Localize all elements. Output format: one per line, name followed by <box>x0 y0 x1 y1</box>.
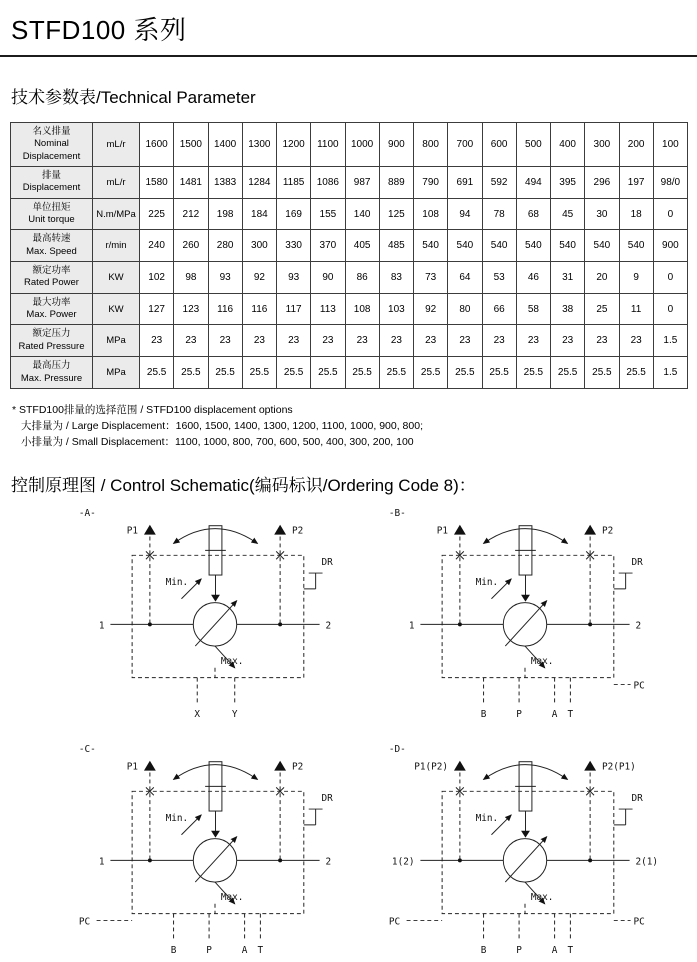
value-cell: 23 <box>585 325 619 357</box>
value-cell: 23 <box>345 325 379 357</box>
value-cell: 25.5 <box>311 357 345 389</box>
value-cell: 25.5 <box>585 357 619 389</box>
port-p1-arrow-icon <box>144 760 156 770</box>
value-cell: 73 <box>414 262 448 294</box>
value-cell: 53 <box>482 262 516 294</box>
value-cell: 1284 <box>242 167 276 199</box>
row-label-cn: 额定功率 <box>32 265 71 277</box>
value-cell: 485 <box>379 230 413 262</box>
value-cell: 900 <box>379 123 413 167</box>
row-unit-cell: mL/r <box>93 167 140 199</box>
bottom-port-label: T <box>257 944 264 956</box>
value-cell: 1100 <box>311 123 345 167</box>
bottom-port-label: P <box>516 708 522 720</box>
value-cell: 123 <box>174 293 208 325</box>
section-heading-schematic: 控制原理图 / Control Schematic(编码标识/Ordering Code 8)： <box>11 475 476 495</box>
section-heading-technical: 技术参数表/Technical Parameter <box>11 88 256 107</box>
value-cell: 1200 <box>277 123 311 167</box>
port-left-label: 1(2) <box>391 855 415 867</box>
row-unit-cell: MPa <box>93 325 140 357</box>
value-cell: 212 <box>174 198 208 230</box>
schematic-a <box>67 504 363 726</box>
value-cell: 494 <box>516 167 550 199</box>
table-row <box>11 293 688 325</box>
port-right-label: 2(1) <box>635 855 659 867</box>
port-left-label: 1 <box>408 619 415 631</box>
value-cell: 25.5 <box>208 357 242 389</box>
schematic-c <box>67 740 363 962</box>
row-label-cell <box>11 230 93 262</box>
max-label: Max. <box>530 891 554 903</box>
value-cell: 23 <box>140 325 174 357</box>
value-cell: 25.5 <box>277 357 311 389</box>
value-cell: 23 <box>516 325 550 357</box>
hydraulic-schematic <box>377 740 673 962</box>
value-cell: 45 <box>551 198 585 230</box>
value-cell: 540 <box>414 230 448 262</box>
row-unit-cell: KW <box>93 293 140 325</box>
row-label-cell <box>11 262 93 294</box>
value-cell: 11 <box>619 293 653 325</box>
value-cell: 370 <box>311 230 345 262</box>
value-cell: 108 <box>345 293 379 325</box>
value-cell: 169 <box>277 198 311 230</box>
value-cell: 197 <box>619 167 653 199</box>
value-cell: 23 <box>379 325 413 357</box>
value-cell: 691 <box>448 167 482 199</box>
value-cell: 1.5 <box>653 357 687 389</box>
value-cell: 58 <box>516 293 550 325</box>
value-cell: 30 <box>585 198 619 230</box>
bottom-port-label: A <box>551 708 558 720</box>
value-cell: 900 <box>653 230 687 262</box>
port-p2-label: P2(P1) <box>601 761 636 773</box>
value-cell: 102 <box>140 262 174 294</box>
value-cell: 23 <box>208 325 242 357</box>
drain-symbol <box>304 809 323 825</box>
junction-dot <box>278 858 282 862</box>
bottom-port-label: B <box>480 708 487 720</box>
row-unit-cell: MPa <box>93 357 140 389</box>
port-p1-arrow-icon <box>454 760 466 770</box>
value-cell: 98/0 <box>653 167 687 199</box>
min-label: Min. <box>165 576 189 588</box>
value-cell: 225 <box>140 198 174 230</box>
max-label: Max. <box>220 891 244 903</box>
drain-symbol <box>614 573 633 589</box>
port-right-label: 2 <box>635 619 642 631</box>
value-cell: 0 <box>653 198 687 230</box>
value-cell: 31 <box>551 262 585 294</box>
row-label-cn: 排量 <box>41 170 61 182</box>
value-cell: 540 <box>551 230 585 262</box>
control-envelope <box>132 791 304 913</box>
bottom-port-label: Y <box>231 708 238 720</box>
value-cell: 125 <box>379 198 413 230</box>
row-unit-cell: N.m/MPa <box>93 198 140 230</box>
notes-block <box>12 402 688 451</box>
value-cell: 405 <box>345 230 379 262</box>
variable-arc-arrow-icon <box>174 528 258 543</box>
hydraulic-schematic <box>377 504 673 726</box>
value-cell: 18 <box>619 198 653 230</box>
value-cell: 184 <box>242 198 276 230</box>
port-p1-arrow-icon <box>144 524 156 534</box>
port-p1-label: P1 <box>436 525 449 537</box>
junction-dot <box>588 622 592 626</box>
row-label-cell <box>11 123 93 167</box>
port-p2-label: P2 <box>291 525 304 537</box>
row-label-en: Max. Power <box>26 309 77 321</box>
value-cell: 592 <box>482 167 516 199</box>
value-cell: 540 <box>619 230 653 262</box>
value-cell: 200 <box>619 123 653 167</box>
value-cell: 260 <box>174 230 208 262</box>
value-cell: 400 <box>551 123 585 167</box>
value-cell: 23 <box>242 325 276 357</box>
value-cell: 92 <box>414 293 448 325</box>
control-envelope <box>132 555 304 677</box>
value-cell: 1185 <box>277 167 311 199</box>
drain-symbol <box>614 809 633 825</box>
value-cell: 1300 <box>242 123 276 167</box>
dr-port-label: DR <box>321 556 333 568</box>
value-cell: 25.5 <box>414 357 448 389</box>
table-row <box>11 262 688 294</box>
bottom-port-label: B <box>170 944 177 956</box>
row-label-cn: 最高压力 <box>32 360 71 372</box>
max-label: Max. <box>530 655 554 667</box>
port-right-label: 2 <box>325 619 332 631</box>
value-cell: 20 <box>585 262 619 294</box>
row-unit-cell: r/min <box>93 230 140 262</box>
port-right-label: 2 <box>325 855 332 867</box>
row-label-cell <box>11 357 93 389</box>
value-cell: 540 <box>516 230 550 262</box>
value-cell: 116 <box>208 293 242 325</box>
value-cell: 93 <box>208 262 242 294</box>
row-label-en: Unit torque <box>28 214 75 226</box>
table-row <box>11 357 688 389</box>
variable-arc-arrow-icon <box>484 764 568 779</box>
control-envelope <box>442 791 614 913</box>
schematic-d <box>377 740 673 962</box>
value-cell: 25.5 <box>140 357 174 389</box>
value-cell: 93 <box>277 262 311 294</box>
pc-port-label: PC <box>78 916 91 928</box>
value-cell: 23 <box>551 325 585 357</box>
table-row <box>11 325 688 357</box>
value-cell: 23 <box>482 325 516 357</box>
value-cell: 987 <box>345 167 379 199</box>
value-cell: 23 <box>311 325 345 357</box>
port-p2-arrow-icon <box>584 524 596 534</box>
row-label-cell <box>11 325 93 357</box>
value-cell: 78 <box>482 198 516 230</box>
row-label-cell <box>11 198 93 230</box>
row-label-en: Rated Power <box>24 277 79 289</box>
junction-dot <box>458 622 462 626</box>
value-cell: 25.5 <box>551 357 585 389</box>
row-label-cn: 名义排量 <box>32 126 71 137</box>
value-cell: 1500 <box>174 123 208 167</box>
port-p2-label: P2 <box>291 761 304 773</box>
schematic-grid <box>67 504 688 962</box>
value-cell: 25.5 <box>174 357 208 389</box>
value-cell: 395 <box>551 167 585 199</box>
schematic-tag: -D- <box>388 743 406 755</box>
row-label-en: Rated Pressure <box>18 340 85 352</box>
min-label: Min. <box>475 812 499 824</box>
pc-port-label: PC <box>388 916 401 928</box>
value-cell: 64 <box>448 262 482 294</box>
schematic-b <box>377 504 673 726</box>
value-cell: 23 <box>174 325 208 357</box>
port-p1-label: P1 <box>126 525 139 537</box>
junction-dot <box>148 858 152 862</box>
value-cell: 86 <box>345 262 379 294</box>
bottom-port-label: X <box>194 708 201 720</box>
value-cell: 25.5 <box>516 357 550 389</box>
value-cell: 1580 <box>140 167 174 199</box>
value-cell: 46 <box>516 262 550 294</box>
dr-port-label: DR <box>321 792 333 804</box>
value-cell: 23 <box>448 325 482 357</box>
value-cell: 540 <box>448 230 482 262</box>
value-cell: 23 <box>414 325 448 357</box>
value-cell: 117 <box>277 293 311 325</box>
bottom-port-label: A <box>551 944 558 956</box>
value-cell: 1.5 <box>653 325 687 357</box>
value-cell: 1481 <box>174 167 208 199</box>
value-cell: 23 <box>619 325 653 357</box>
note-line: * STFD100排量的选择范围 / STFD100 displacement options <box>12 403 293 416</box>
value-cell: 540 <box>482 230 516 262</box>
schematic-tag: -B- <box>388 507 406 519</box>
row-label-cell <box>11 167 93 199</box>
value-cell: 155 <box>311 198 345 230</box>
value-cell: 540 <box>585 230 619 262</box>
junction-dot <box>148 622 152 626</box>
row-label-cn: 单位扭矩 <box>32 201 71 213</box>
value-cell: 38 <box>551 293 585 325</box>
bottom-port-label: B <box>480 944 487 956</box>
value-cell: 1383 <box>208 167 242 199</box>
value-cell: 296 <box>585 167 619 199</box>
value-cell: 66 <box>482 293 516 325</box>
page-title: STFD100 系列 <box>11 15 187 45</box>
row-unit-cell: mL/r <box>93 123 140 167</box>
value-cell: 25.5 <box>242 357 276 389</box>
junction-dot <box>588 858 592 862</box>
control-envelope <box>442 555 614 677</box>
row-unit-cell: KW <box>93 262 140 294</box>
parameter-table-body <box>11 123 688 389</box>
port-p2-label: P2 <box>601 525 614 537</box>
technical-parameter-table <box>10 122 688 389</box>
value-cell: 116 <box>242 293 276 325</box>
value-cell: 800 <box>414 123 448 167</box>
junction-dot <box>458 858 462 862</box>
junction-dot <box>278 622 282 626</box>
pc-port-label: PC <box>633 680 645 692</box>
value-cell: 94 <box>448 198 482 230</box>
value-cell: 0 <box>653 293 687 325</box>
value-cell: 700 <box>448 123 482 167</box>
value-cell: 23 <box>277 325 311 357</box>
value-cell: 25.5 <box>619 357 653 389</box>
value-cell: 25.5 <box>482 357 516 389</box>
schematic-tag: -A- <box>78 507 96 519</box>
row-label-en: Nominal Displacement <box>22 138 81 162</box>
flow-arrow-icon <box>521 594 530 601</box>
value-cell: 198 <box>208 198 242 230</box>
value-cell: 1600 <box>140 123 174 167</box>
bottom-port-label: P <box>206 944 212 956</box>
bottom-port-label: T <box>567 708 574 720</box>
bottom-port-label: A <box>241 944 248 956</box>
row-label-cn: 最大功率 <box>32 296 71 308</box>
value-cell: 25.5 <box>448 357 482 389</box>
value-cell: 500 <box>516 123 550 167</box>
hydraulic-schematic <box>67 740 363 962</box>
value-cell: 108 <box>414 198 448 230</box>
value-cell: 889 <box>379 167 413 199</box>
note-line: 大排量为 / Large Displacement：1600, 1500, 1400, 1300, 1200, 1100, 1000, 900, 800; <box>21 420 423 433</box>
pc-port-label: PC <box>633 916 645 928</box>
value-cell: 1000 <box>345 123 379 167</box>
value-cell: 25.5 <box>379 357 413 389</box>
port-p2-arrow-icon <box>584 760 596 770</box>
row-label-cell <box>11 293 93 325</box>
variable-arc-arrow-icon <box>484 528 568 543</box>
table-row <box>11 123 688 167</box>
flow-arrow-icon <box>211 830 220 837</box>
drain-symbol <box>304 573 323 589</box>
value-cell: 1400 <box>208 123 242 167</box>
value-cell: 0 <box>653 262 687 294</box>
row-label-cn: 最高转速 <box>32 233 71 245</box>
dr-port-label: DR <box>631 556 643 568</box>
value-cell: 100 <box>653 123 687 167</box>
note-line: 小排量为 / Small Displacement：1100, 1000, 800, 700, 600, 500, 400, 300, 200, 100 <box>21 436 414 449</box>
bottom-port-label: T <box>567 944 574 956</box>
value-cell: 330 <box>277 230 311 262</box>
value-cell: 90 <box>311 262 345 294</box>
port-left-label: 1 <box>98 619 105 631</box>
port-p1-label: P1(P2) <box>414 761 449 773</box>
value-cell: 300 <box>242 230 276 262</box>
value-cell: 1086 <box>311 167 345 199</box>
value-cell: 280 <box>208 230 242 262</box>
row-label-cn: 额定压力 <box>32 328 71 340</box>
value-cell: 140 <box>345 198 379 230</box>
port-p1-label: P1 <box>126 761 139 773</box>
row-label-en: Max. Speed <box>26 245 77 257</box>
value-cell: 80 <box>448 293 482 325</box>
row-label-en: Max. Pressure <box>20 372 83 384</box>
value-cell: 9 <box>619 262 653 294</box>
value-cell: 92 <box>242 262 276 294</box>
max-label: Max. <box>220 655 244 667</box>
variable-arc-arrow-icon <box>174 764 258 779</box>
port-p1-arrow-icon <box>454 524 466 534</box>
table-row <box>11 167 688 199</box>
flow-arrow-icon <box>521 830 530 837</box>
value-cell: 68 <box>516 198 550 230</box>
value-cell: 113 <box>311 293 345 325</box>
value-cell: 103 <box>379 293 413 325</box>
value-cell: 300 <box>585 123 619 167</box>
row-label-en: Displacement <box>22 182 81 194</box>
value-cell: 83 <box>379 262 413 294</box>
value-cell: 98 <box>174 262 208 294</box>
port-p2-arrow-icon <box>274 524 286 534</box>
table-row <box>11 198 688 230</box>
value-cell: 25 <box>585 293 619 325</box>
dr-port-label: DR <box>631 792 643 804</box>
min-label: Min. <box>475 576 499 588</box>
flow-arrow-icon <box>211 594 220 601</box>
port-left-label: 1 <box>98 855 105 867</box>
schematic-tag: -C- <box>78 743 96 755</box>
hydraulic-schematic <box>67 504 363 726</box>
value-cell: 240 <box>140 230 174 262</box>
min-label: Min. <box>165 812 189 824</box>
table-row <box>11 230 688 262</box>
port-p2-arrow-icon <box>274 760 286 770</box>
bottom-port-label: P <box>516 944 522 956</box>
value-cell: 790 <box>414 167 448 199</box>
value-cell: 600 <box>482 123 516 167</box>
title-divider <box>0 55 697 57</box>
value-cell: 25.5 <box>345 357 379 389</box>
value-cell: 127 <box>140 293 174 325</box>
